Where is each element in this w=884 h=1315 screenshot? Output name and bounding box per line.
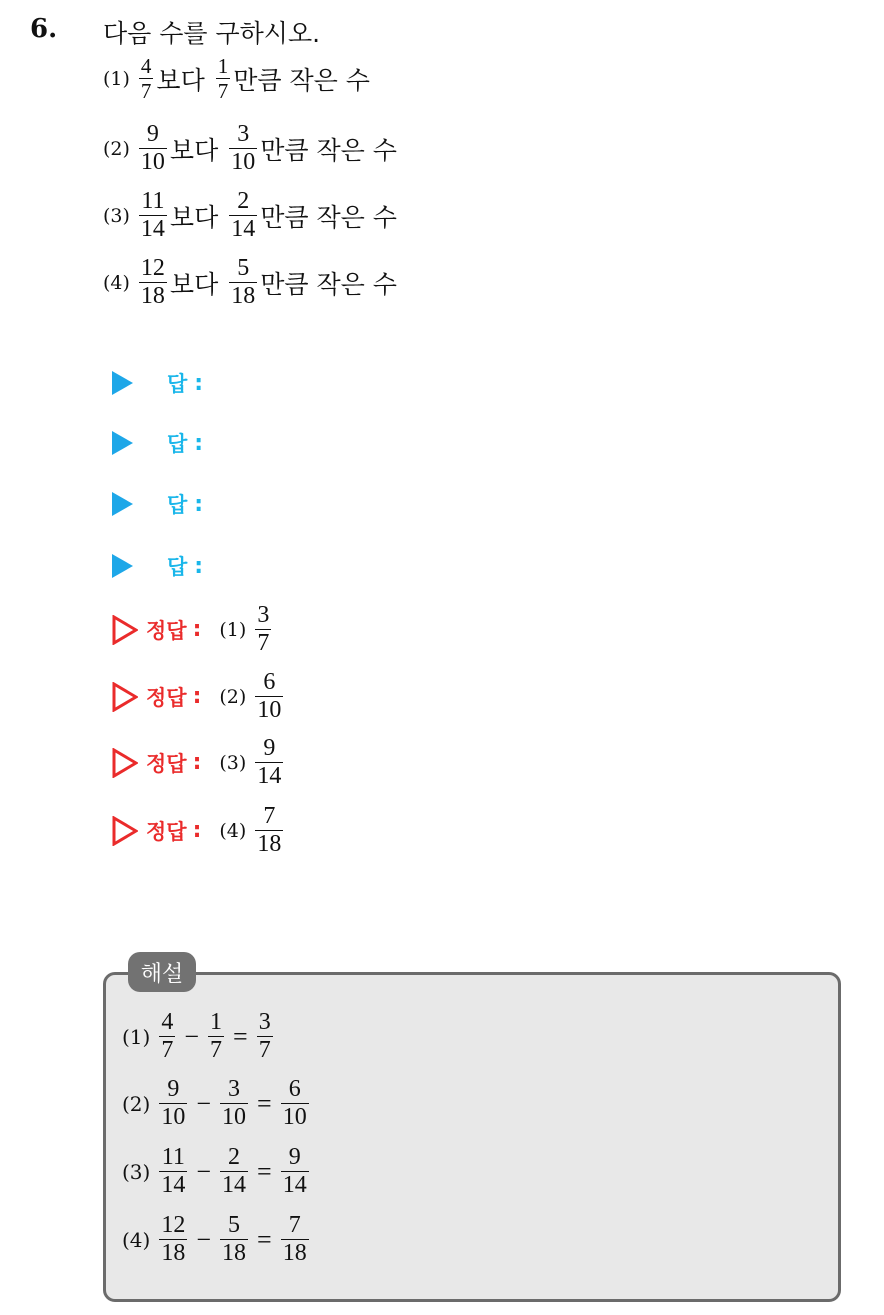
correct-label: 정답 — [146, 618, 187, 643]
answer-colon: : — [194, 370, 204, 396]
item-label: (3) — [103, 204, 130, 227]
answer-label: 답 — [167, 555, 189, 579]
fraction: $\frac{3}{10}$ — [231, 121, 256, 176]
fraction: $\frac{6}{10}$ — [282, 1076, 307, 1131]
fraction: $\frac{3}{10}$ — [222, 1076, 247, 1131]
correct-colon: : — [192, 750, 202, 776]
minus-sign: − — [196, 1088, 212, 1118]
correct-colon: : — [192, 684, 202, 710]
fraction: $\frac{9}{14}$ — [282, 1144, 307, 1199]
item-label: (3) — [219, 751, 247, 774]
question-number: 6. — [30, 14, 58, 44]
fraction: $\frac{4}{7}$ — [161, 1009, 174, 1064]
item-label: (4) — [219, 819, 247, 842]
correct-label: 정답 — [146, 819, 187, 844]
item-label: (2) — [122, 1091, 151, 1116]
solution-line-2 — [122, 1077, 312, 1130]
fraction: $\frac{9}{10}$ — [140, 121, 165, 176]
item-label: (3) — [122, 1159, 151, 1184]
item-label: (2) — [219, 685, 247, 708]
word-mankeum: 만큼 작은 수 — [260, 269, 397, 299]
question-text: 다음 수를 구하시오. — [103, 19, 321, 48]
item-label: (1) — [103, 67, 130, 90]
play-triangle-icon — [112, 431, 133, 455]
correct-colon: : — [192, 818, 202, 844]
fraction: $\frac{9}{10}$ — [161, 1076, 186, 1131]
word-mankeum: 만큼 작은 수 — [233, 65, 370, 95]
outline-triangle-icon — [112, 615, 138, 645]
word-boda: 보다 — [169, 202, 219, 232]
correct-answer-row-3 — [112, 736, 286, 789]
solution-line-4 — [122, 1213, 312, 1266]
solution-line-1 — [122, 1010, 276, 1063]
question-item-1 — [103, 55, 370, 102]
word-mankeum: 만큼 작은 수 — [260, 135, 397, 165]
answer-row-1[interactable] — [112, 368, 203, 398]
equals-sign: = — [257, 1156, 272, 1186]
item-label: (1) — [219, 618, 247, 641]
fraction: $\frac{1}{7}$ — [217, 54, 229, 104]
fraction: $\frac{11}{14}$ — [161, 1144, 186, 1199]
equals-sign: = — [257, 1224, 272, 1254]
fraction: $\frac{1}{7}$ — [210, 1009, 223, 1064]
fraction: $\frac{9}{14}$ — [257, 735, 282, 790]
item-label: (2) — [103, 137, 130, 160]
answer-label: 답 — [167, 432, 189, 456]
word-boda: 보다 — [156, 65, 205, 95]
minus-sign: − — [196, 1156, 212, 1186]
minus-sign: − — [184, 1021, 200, 1051]
fraction: $\frac{7}{18}$ — [282, 1212, 307, 1267]
word-boda: 보다 — [169, 269, 219, 299]
question-item-2 — [103, 122, 397, 175]
fraction: $\frac{5}{18}$ — [222, 1212, 247, 1267]
solution-title: 해설 — [128, 952, 196, 992]
item-label: (4) — [103, 271, 130, 294]
fraction: $\frac{3}{7}$ — [257, 602, 270, 657]
item-label: (1) — [122, 1024, 151, 1049]
fraction: $\frac{12}{18}$ — [140, 255, 165, 310]
answer-colon: : — [194, 430, 204, 456]
correct-answer-row-4 — [112, 804, 286, 857]
fraction: $\frac{2}{14}$ — [231, 188, 256, 243]
answer-label: 답 — [167, 493, 189, 517]
fraction: $\frac{11}{14}$ — [140, 188, 165, 243]
play-triangle-icon — [112, 554, 133, 578]
play-triangle-icon — [112, 371, 133, 395]
fraction: $\frac{7}{18}$ — [257, 803, 282, 858]
answer-row-4[interactable] — [112, 551, 203, 581]
correct-answer-row-2 — [112, 670, 286, 723]
word-boda: 보다 — [169, 135, 219, 165]
solution-line-3 — [122, 1145, 312, 1198]
question-item-4 — [103, 256, 397, 309]
equals-sign: = — [257, 1088, 272, 1118]
outline-triangle-icon — [112, 748, 138, 778]
fraction: $\frac{6}{10}$ — [257, 669, 282, 724]
fraction: $\frac{3}{7}$ — [258, 1009, 271, 1064]
outline-triangle-icon — [112, 816, 138, 846]
minus-sign: − — [196, 1224, 212, 1254]
correct-answer-row-1 — [112, 603, 274, 656]
answer-label: 답 — [167, 372, 189, 396]
answer-row-2[interactable] — [112, 428, 203, 458]
play-triangle-icon — [112, 492, 133, 516]
answer-colon: : — [194, 553, 204, 579]
fraction: $\frac{5}{18}$ — [231, 255, 256, 310]
answer-row-3[interactable] — [112, 489, 203, 519]
answer-colon: : — [194, 491, 204, 517]
equals-sign: = — [233, 1021, 248, 1051]
correct-label: 정답 — [146, 685, 187, 710]
correct-label: 정답 — [146, 751, 187, 776]
item-label: (4) — [122, 1227, 151, 1252]
question-item-3 — [103, 189, 397, 242]
fraction: $\frac{12}{18}$ — [161, 1212, 186, 1267]
word-mankeum: 만큼 작은 수 — [260, 202, 397, 232]
outline-triangle-icon — [112, 682, 138, 712]
fraction: $\frac{4}{7}$ — [140, 54, 152, 104]
correct-colon: : — [192, 617, 202, 643]
fraction: $\frac{2}{14}$ — [222, 1144, 247, 1199]
